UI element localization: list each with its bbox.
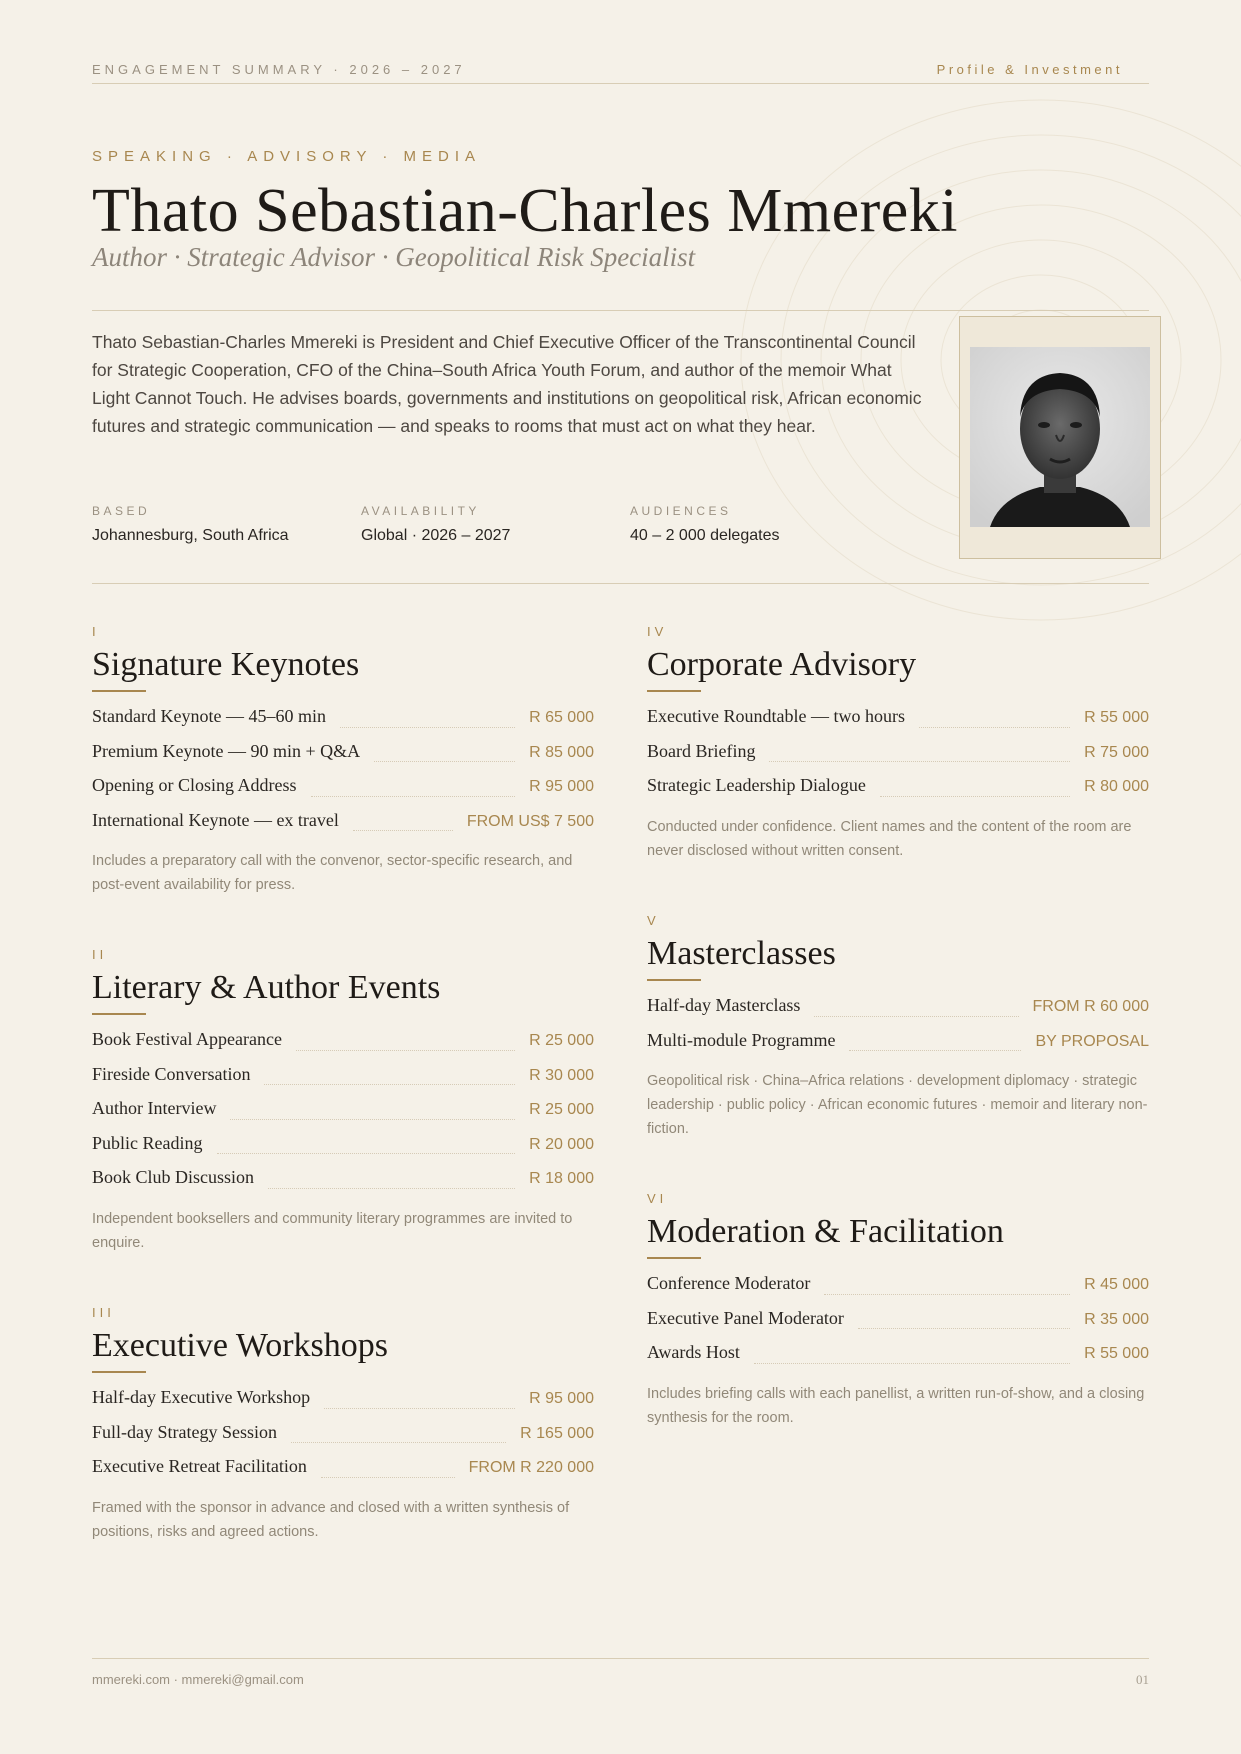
item-name: Half-day Masterclass xyxy=(647,995,801,1015)
fact-audiences xyxy=(630,504,779,545)
footer xyxy=(92,1658,1149,1687)
dot-leader xyxy=(824,1294,1070,1295)
divider xyxy=(92,310,1149,311)
portrait-photo xyxy=(970,347,1150,527)
dot-leader xyxy=(340,727,515,728)
price-item xyxy=(647,1273,1149,1308)
section-literary-events xyxy=(92,947,594,1255)
price-item xyxy=(92,1098,594,1133)
section-title: Corporate Advisory xyxy=(647,646,917,683)
section-signature-keynotes xyxy=(92,624,594,897)
fact-value: Global · 2026 – 2027 xyxy=(361,527,511,544)
dot-leader xyxy=(296,1050,515,1051)
item-name: Conference Moderator xyxy=(647,1273,811,1293)
section-note: Conducted under confidence. Client names and the content of the room are never disclosed without written consent. xyxy=(647,818,1132,859)
price-item xyxy=(92,1422,594,1457)
dot-leader xyxy=(814,1016,1018,1017)
section-underline xyxy=(647,979,701,981)
dot-leader xyxy=(769,761,1070,762)
item-name: Multi-module Programme xyxy=(647,1029,836,1050)
dot-leader xyxy=(268,1188,515,1189)
item-price: R 95 000 xyxy=(529,1390,594,1407)
item-name: Premium Keynote — 90 min + Q&A xyxy=(92,740,361,761)
dot-leader xyxy=(311,796,516,797)
item-price: R 65 000 xyxy=(529,709,594,726)
section-underline xyxy=(92,1371,146,1373)
section-number: IV xyxy=(647,624,668,639)
section-corporate-advisory xyxy=(647,624,1149,863)
section-underline xyxy=(647,690,701,692)
price-item xyxy=(647,1030,1149,1065)
section-number: V xyxy=(647,913,660,928)
item-name: Executive Roundtable — two hours xyxy=(647,706,905,726)
item-name: Awards Host xyxy=(647,1342,740,1362)
fact-label: AUDIENCES xyxy=(630,504,732,518)
price-item xyxy=(647,1308,1149,1343)
price-item xyxy=(92,1064,594,1099)
item-name: Executive Panel Moderator xyxy=(647,1307,844,1328)
fact-value: 40 – 2 000 delegates xyxy=(630,527,780,544)
price-item xyxy=(92,1029,594,1064)
top-bar xyxy=(92,62,1149,84)
section-note: Independent booksellers and community literary programmes are invited to enquire. xyxy=(92,1210,573,1251)
dot-leader xyxy=(217,1153,516,1154)
section-moderation xyxy=(647,1191,1149,1430)
price-item xyxy=(647,706,1149,741)
dot-leader xyxy=(919,727,1070,728)
item-name: Opening or Closing Address xyxy=(92,775,297,795)
item-price: R 25 000 xyxy=(529,1032,594,1049)
speaker-name: Thato Sebastian-Charles Mmereki xyxy=(92,177,959,245)
dot-leader xyxy=(374,761,515,762)
price-item xyxy=(92,706,594,741)
section-title: Signature Keynotes xyxy=(92,646,360,683)
portrait-frame xyxy=(959,316,1161,559)
dot-leader xyxy=(858,1328,1070,1329)
section-note: Includes a preparatory call with the convenor, sector-specific research, and post-event availability for press. xyxy=(92,853,573,893)
item-price: R 30 000 xyxy=(529,1066,594,1084)
section-note: Includes briefing calls with each panellist, a written run-of-show, and a closing synthesis for the room. xyxy=(647,1385,1145,1426)
item-name: Standard Keynote — 45–60 min xyxy=(92,706,326,726)
section-title: Masterclasses xyxy=(647,935,836,972)
fact-based xyxy=(92,504,289,545)
price-item xyxy=(92,1167,594,1202)
speaker-subtitle: Author · Strategic Advisor · Geopolitical Risk Specialist xyxy=(92,242,696,272)
section-number: I xyxy=(92,624,100,639)
section-underline xyxy=(647,1257,701,1259)
section-note: Framed with the sponsor in advance and closed with a written synthesis of positions, risks and agreed actions. xyxy=(92,1499,570,1540)
item-name: Author Interview xyxy=(92,1098,217,1118)
section-number: II xyxy=(92,947,108,962)
speaker-bio: Thato Sebastian-Charles Mmereki is President and Chief Executive Officer of the Transcontinental Council for Strategic Cooperation, CFO of the China–South Africa Youth Forum, and author of the memoir What Light Cannot Touch. He advises boards, governments and institutions on geopolitical risk, African economic futures and strategic communication — and speaks to rooms that must act on what they hear. xyxy=(92,332,922,436)
item-price: R 55 000 xyxy=(1084,1345,1149,1362)
item-price: R 18 000 xyxy=(529,1170,594,1187)
item-name: Public Reading xyxy=(92,1132,203,1153)
item-name: Full-day Strategy Session xyxy=(92,1421,277,1442)
section-number: VI xyxy=(647,1191,668,1206)
item-name: Half-day Executive Workshop xyxy=(92,1387,311,1407)
section-note: Geopolitical risk · China–Africa relations · development diplomacy · strategic leadership · public policy · African economic futures · memoir and literary non-fiction. xyxy=(647,1073,1148,1137)
item-price: R 95 000 xyxy=(529,778,594,795)
item-price: FROM R 60 000 xyxy=(1032,998,1149,1015)
section-title: Moderation & Facilitation xyxy=(647,1213,1004,1250)
page xyxy=(92,0,1149,1754)
fact-value: Johannesburg, South Africa xyxy=(92,527,289,544)
price-item xyxy=(92,775,594,810)
item-name: Board Briefing xyxy=(647,740,756,761)
dot-leader xyxy=(880,796,1070,797)
dot-leader xyxy=(291,1442,506,1443)
item-price: R 25 000 xyxy=(529,1101,594,1118)
price-item xyxy=(92,1387,594,1422)
item-price: BY PROPOSAL xyxy=(1035,1032,1149,1050)
price-item xyxy=(92,1456,594,1491)
price-item xyxy=(647,1342,1149,1377)
dot-leader xyxy=(324,1408,515,1409)
price-item xyxy=(92,1133,594,1168)
fact-label: BASED xyxy=(92,504,151,518)
item-price: FROM US$ 7 500 xyxy=(466,812,594,830)
dot-leader xyxy=(849,1050,1021,1051)
fact-availability xyxy=(361,504,510,545)
section-underline xyxy=(92,1013,146,1015)
profile-investment-label: Profile & Investment xyxy=(936,62,1123,77)
item-price: R 35 000 xyxy=(1084,1310,1149,1328)
item-name: International Keynote — ex travel xyxy=(92,809,339,830)
price-item xyxy=(92,741,594,776)
price-item xyxy=(92,810,594,845)
dot-leader xyxy=(754,1363,1070,1364)
item-name: Fireside Conversation xyxy=(92,1063,251,1084)
item-price: FROM R 220 000 xyxy=(468,1459,594,1476)
price-item xyxy=(647,995,1149,1030)
item-name: Book Club Discussion xyxy=(92,1167,255,1187)
item-price: R 45 000 xyxy=(1084,1276,1149,1293)
item-name: Executive Retreat Facilitation xyxy=(92,1456,307,1476)
item-price: R 20 000 xyxy=(529,1135,594,1153)
engagement-summary-label: ENGAGEMENT SUMMARY · 2026 – 2027 xyxy=(92,62,466,77)
divider xyxy=(92,583,1149,584)
dot-leader xyxy=(321,1477,455,1478)
price-item xyxy=(647,775,1149,810)
price-item xyxy=(647,741,1149,776)
footer-contact[interactable]: mmereki.com · mmereki@gmail.com xyxy=(92,1672,304,1687)
item-price: R 55 000 xyxy=(1084,709,1149,726)
section-title: Literary & Author Events xyxy=(92,969,441,1006)
section-title: Executive Workshops xyxy=(92,1327,388,1364)
page-number: 01 xyxy=(1136,1672,1149,1687)
dot-leader xyxy=(353,830,453,831)
hero-eyebrow: SPEAKING · ADVISORY · MEDIA xyxy=(92,148,482,165)
item-price: R 85 000 xyxy=(529,743,594,761)
section-number: III xyxy=(92,1305,115,1320)
item-name: Book Festival Appearance xyxy=(92,1029,282,1049)
section-masterclasses xyxy=(647,913,1149,1141)
item-price: R 75 000 xyxy=(1084,743,1149,761)
section-underline xyxy=(92,690,146,692)
dot-leader xyxy=(264,1084,515,1085)
item-name: Strategic Leadership Dialogue xyxy=(647,775,866,795)
dot-leader xyxy=(230,1119,515,1120)
fact-label: AVAILABILITY xyxy=(361,504,480,518)
item-price: R 165 000 xyxy=(520,1424,594,1442)
section-executive-workshops xyxy=(92,1305,594,1544)
item-price: R 80 000 xyxy=(1084,778,1149,795)
